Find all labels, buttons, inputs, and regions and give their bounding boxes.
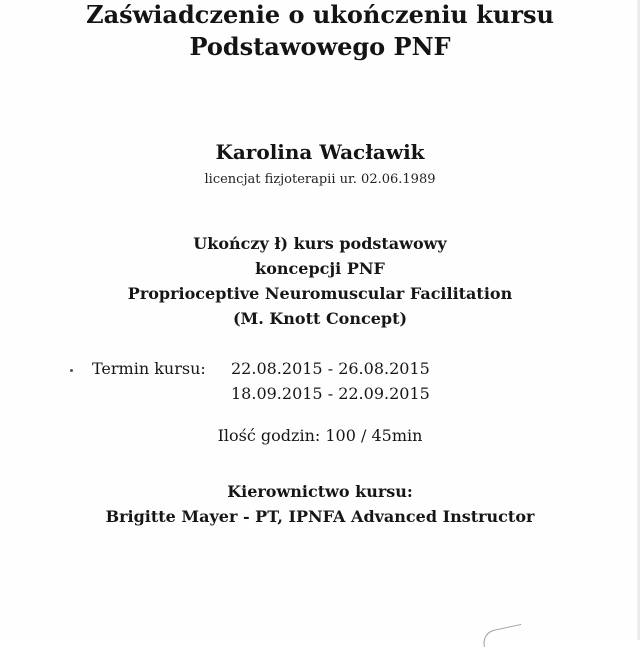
term-label: Termin kursu:: [92, 359, 206, 378]
management-label: Kierownictwo kursu:: [227, 482, 413, 501]
term-date-1: 22.08.2015 - 26.08.2015: [231, 359, 430, 378]
completion-line4: (M. Knott Concept): [232, 309, 408, 328]
course-hours: Ilość godzin: 100 / 45min: [217, 426, 423, 445]
management-name: Brigitte Mayer - PT, IPNFA Advanced Instructor: [105, 507, 535, 526]
completion-line2: koncepcji PNF: [255, 259, 385, 278]
signature-stroke: [481, 624, 524, 647]
participant-name: Karolina Wacławik: [215, 140, 425, 164]
completion-line1: Ukończy ł) kurs podstawowy: [193, 234, 447, 253]
term-date-2: 18.09.2015 - 22.09.2015: [231, 384, 430, 403]
certificate-title-line1: Zaświadczenie o ukończeniu kursu: [86, 0, 554, 29]
completion-line3: Proprioceptive Neuromuscular Facilitation: [127, 284, 513, 303]
certificate-title-line2: Podstawowego PNF: [189, 32, 451, 61]
scan-speck: [70, 369, 73, 372]
participant-details: licencjat fizjoterapii ur. 02.06.1989: [204, 172, 436, 187]
